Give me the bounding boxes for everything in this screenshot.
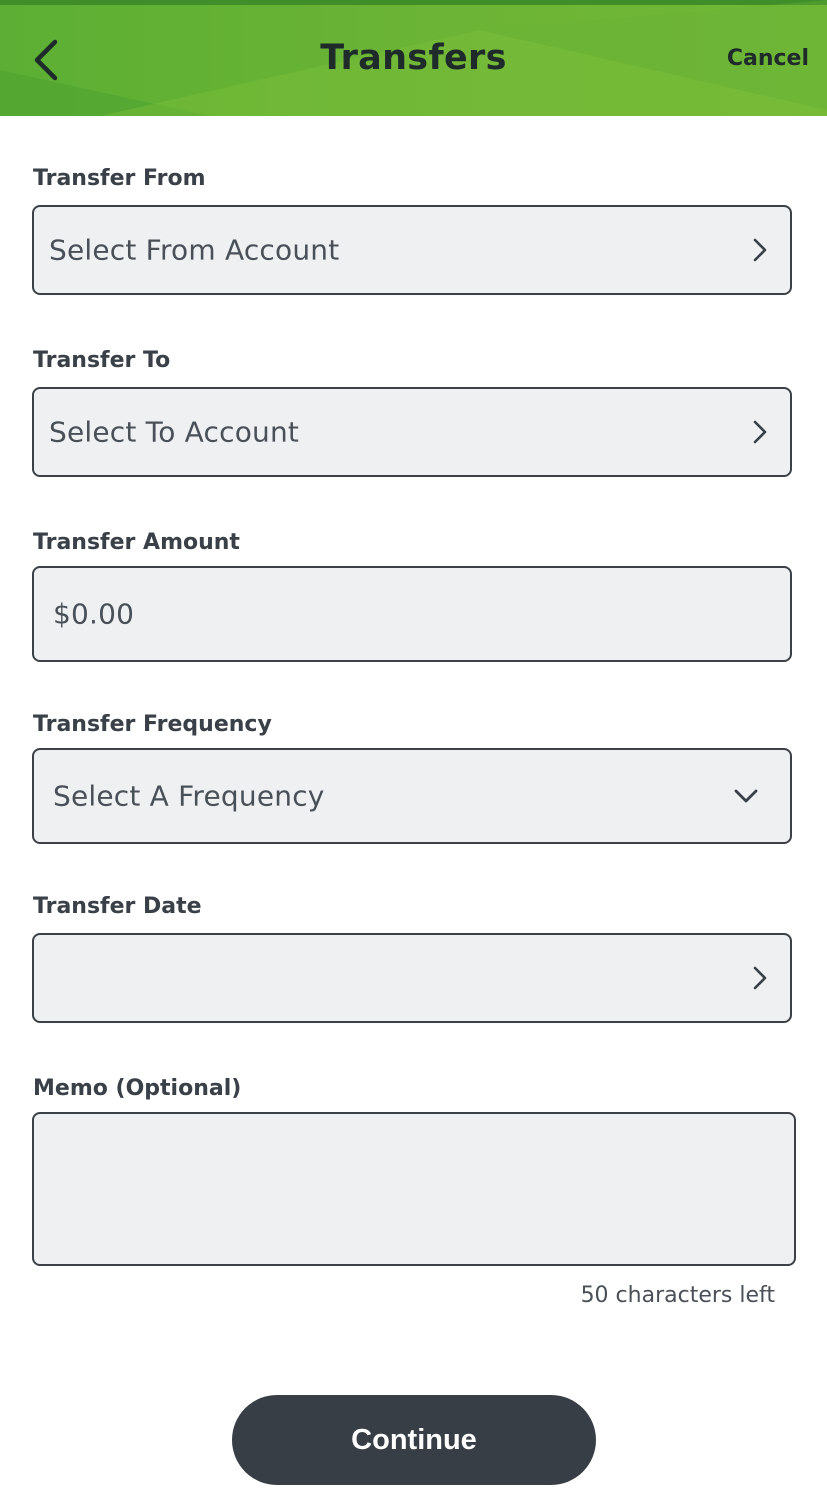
transfer-to-value: Select To Account [49, 415, 300, 449]
memo-label: Memo (Optional) [33, 1076, 242, 1101]
page-title: Transfers [320, 38, 507, 78]
transfer-amount-label: Transfer Amount [33, 530, 240, 555]
transfer-amount-input[interactable] [32, 566, 792, 662]
transfer-from-select[interactable] [32, 205, 792, 295]
transfer-from-label: Transfer From [33, 166, 206, 191]
chevron-right-icon [748, 417, 772, 447]
transfer-frequency-label: Transfer Frequency [33, 712, 272, 737]
memo-character-counter: 50 characters left [580, 1283, 775, 1308]
continue-button[interactable]: Continue [232, 1395, 596, 1485]
chevron-down-icon [732, 781, 760, 811]
transfer-to-label: Transfer To [33, 348, 171, 373]
transfer-amount-value: $0.00 [53, 597, 135, 631]
app-header [0, 0, 827, 116]
chevron-right-icon [748, 235, 772, 265]
transfer-date-select[interactable] [32, 933, 792, 1023]
transfer-to-select[interactable] [32, 387, 792, 477]
chevron-right-icon [748, 963, 772, 993]
transfer-frequency-select[interactable] [32, 748, 792, 844]
memo-textarea[interactable] [32, 1112, 796, 1266]
transfer-date-label: Transfer Date [33, 894, 202, 919]
transfer-frequency-value: Select A Frequency [53, 779, 325, 813]
transfer-from-value: Select From Account [49, 233, 340, 267]
cancel-button[interactable]: Cancel [726, 46, 809, 71]
